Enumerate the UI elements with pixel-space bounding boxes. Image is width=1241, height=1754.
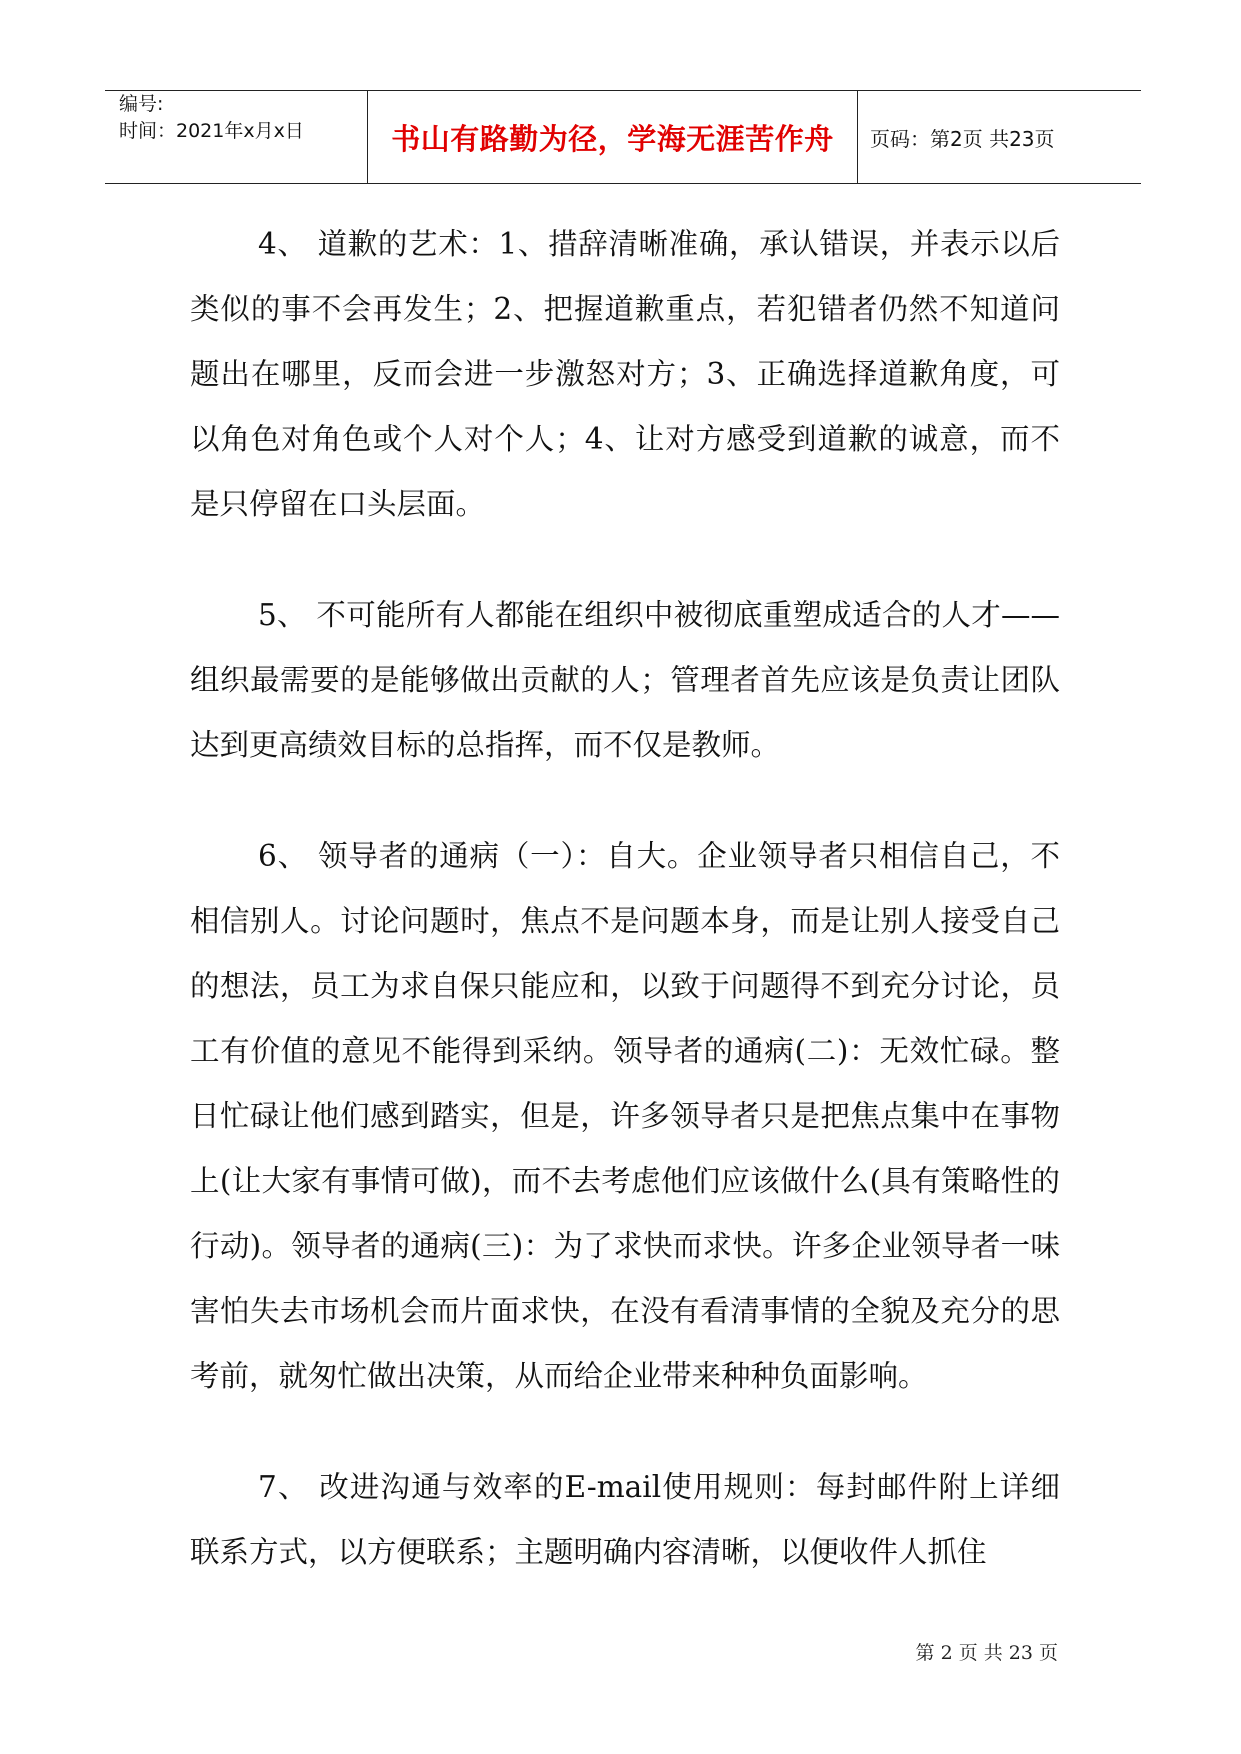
document-body (190, 212, 1060, 1631)
paragraph-4: 4、 道歉的艺术：1、措辞清晰准确，承认错误，并表示以后类似的事不会再发生；2、把握道歉重点，若犯错者仍然不知道问题出在哪里，反而会进一步激怒对方；3、正确选择道歉角度，可以角色对角色或个人对个人；4、让对方感受到道歉的诚意，而不是只停留在口头层面。 (190, 227, 1060, 521)
doc-number-label: 编号: (119, 93, 164, 115)
paragraph-5: 5、 不可能所有人都能在组织中被彻底重塑成适合的人才——组织最需要的是能够做出贡献的人；管理者首先应该是负责让团队达到更高绩效目标的总指挥，而不仅是教师。 (190, 598, 1060, 762)
paragraph-6: 6、 领导者的通病（一）：自大。企业领导者只相信自己，不相信别人。讨论问题时，焦点不是问题本身，而是让别人接受自己的想法，员工为求自保只能应和，以致于问题得不到充分讨论，员工有价值的意见不能得到采纳。领导者的通病(二)：无效忙碌。整日忙碌让他们感到踏实，但是，许多领导者只是把焦点集中在事物上(让大家有事情可做)，而不去考虑他们应该做什么(具有策略性的行动)。领导者的通病(三)：为了求快而求快。许多企业领导者一味害怕失去市场机会而片面求快，在没有看清事情的全貌及充分的思考前，就匆忙做出决策，从而给企业带来种种负面影响。 (190, 839, 1060, 1393)
time-label: 时间：2021年x月x日 (119, 120, 304, 142)
document-header (105, 90, 1141, 184)
paragraph-7: 7、 改进沟通与效率的E-mail使用规则：每封邮件附上详细联系方式，以方便联系；主题明确内容清晰，以便收件人抓住 (190, 1470, 1060, 1569)
header-motto-cell (368, 91, 858, 183)
page-footer: 第 2 页 共 23 页 (915, 1642, 1058, 1664)
header-page-cell (858, 91, 1141, 183)
header-meta-cell (105, 91, 368, 183)
header-motto: 书山有路勤为径，学海无涯苦作舟 (391, 121, 834, 156)
header-page-info: 页码：第2页 共23页 (870, 126, 1055, 151)
